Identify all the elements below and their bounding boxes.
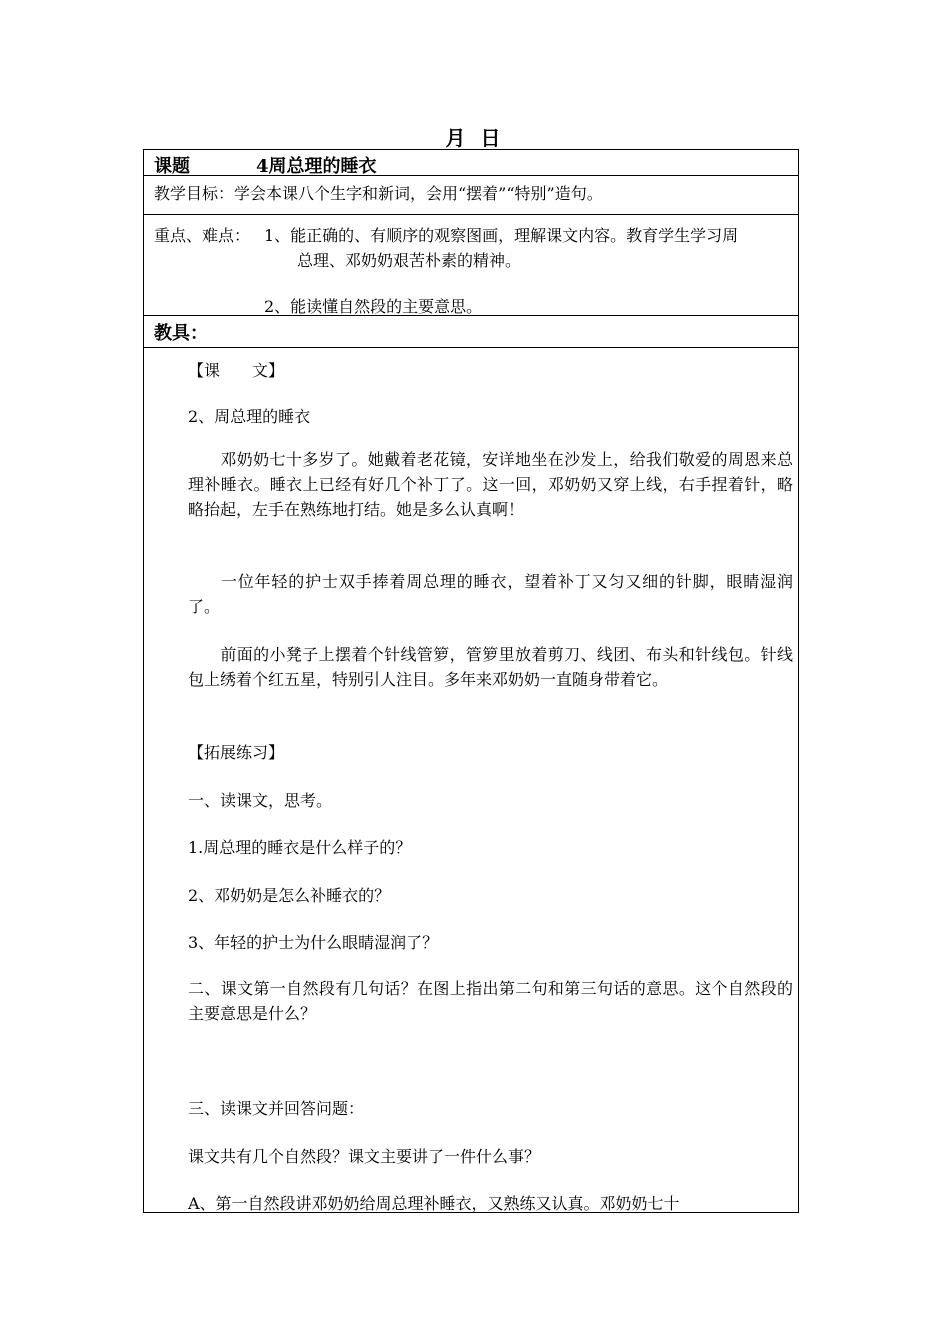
question-2: 二、课文第一自然段有几句话？在图上指出第二句和第三句话的意思。这个自然段的主要意思是什么？	[188, 979, 793, 1023]
teaching-tools-row	[144, 316, 798, 348]
key-point-2: 2、能读懂自然段的主要意思。	[264, 297, 483, 316]
teaching-goal-row	[144, 176, 798, 215]
question-1-item-2: 2、邓奶奶是怎么补睡衣的？	[188, 886, 391, 905]
date-heading: 月 日	[445, 126, 505, 150]
question-3-text: 课文共有几个自然段？课文主要讲了一件什么事？	[188, 1147, 541, 1166]
question-1-heading: 一、读课文，思考。	[188, 791, 333, 810]
lesson-title: 4周总理的睡衣	[256, 156, 377, 177]
lesson-title-row	[144, 150, 798, 176]
practice-section-heading: 【拓展练习】	[188, 743, 285, 762]
question-1-item-3: 3、年轻的护士为什么眼睛湿润了？	[188, 933, 439, 952]
key-point-1	[264, 223, 794, 273]
key-points-row	[144, 215, 798, 316]
text-title: 2、周总理的睡衣	[188, 407, 311, 426]
question-1-item-1: 1.周总理的睡衣是什么样子的？	[188, 838, 412, 857]
text-paragraph-2: 一位年轻的护士双手捧着周总理的睡衣，望着补丁又匀又细的针脚，眼睛湿润了。	[188, 572, 793, 616]
key-point-1-line2: 总理、邓奶奶艰苦朴素的精神。	[297, 251, 522, 270]
key-points-label: 重点、难点：	[154, 226, 251, 245]
text-paragraph-1: 邓奶奶七十多岁了。她戴着老花镜，安详地坐在沙发上，给我们敬爱的周恩来总理补睡衣。睡衣上已经有好几个补丁了。这一回，邓奶奶又穿上线，右手捏着针，略略抬起，左手在熟练地打结。她是多么认真啊！	[188, 450, 793, 519]
lesson-plan-table	[143, 149, 799, 1213]
question-3-heading: 三、读课文并回答问题：	[188, 1099, 365, 1118]
teaching-tools-label: 教具：	[154, 323, 208, 344]
text-section-heading: 【课 文】	[188, 361, 285, 380]
text-paragraph-3: 前面的小凳子上摆着个针线管箩，管箩里放着剪刀、线团、布头和针线包。针线包上绣着个红五星，特别引人注目。多年来邓奶奶一直随身带着它。	[188, 645, 793, 689]
lesson-label: 课题	[154, 156, 190, 177]
lesson-body	[144, 348, 798, 1212]
key-point-1-line1: 1、能正确的、有顺序的观察图画，理解课文内容。教育学生学习周	[264, 226, 739, 245]
question-3-answer: A、第一自然段讲邓奶奶给周总理补睡衣，又熟练又认真。邓奶奶七十	[188, 1194, 680, 1213]
teaching-goal-text: 教学目标：学会本课八个生字和新词，会用“摆着”“特别”造句。	[154, 184, 603, 203]
